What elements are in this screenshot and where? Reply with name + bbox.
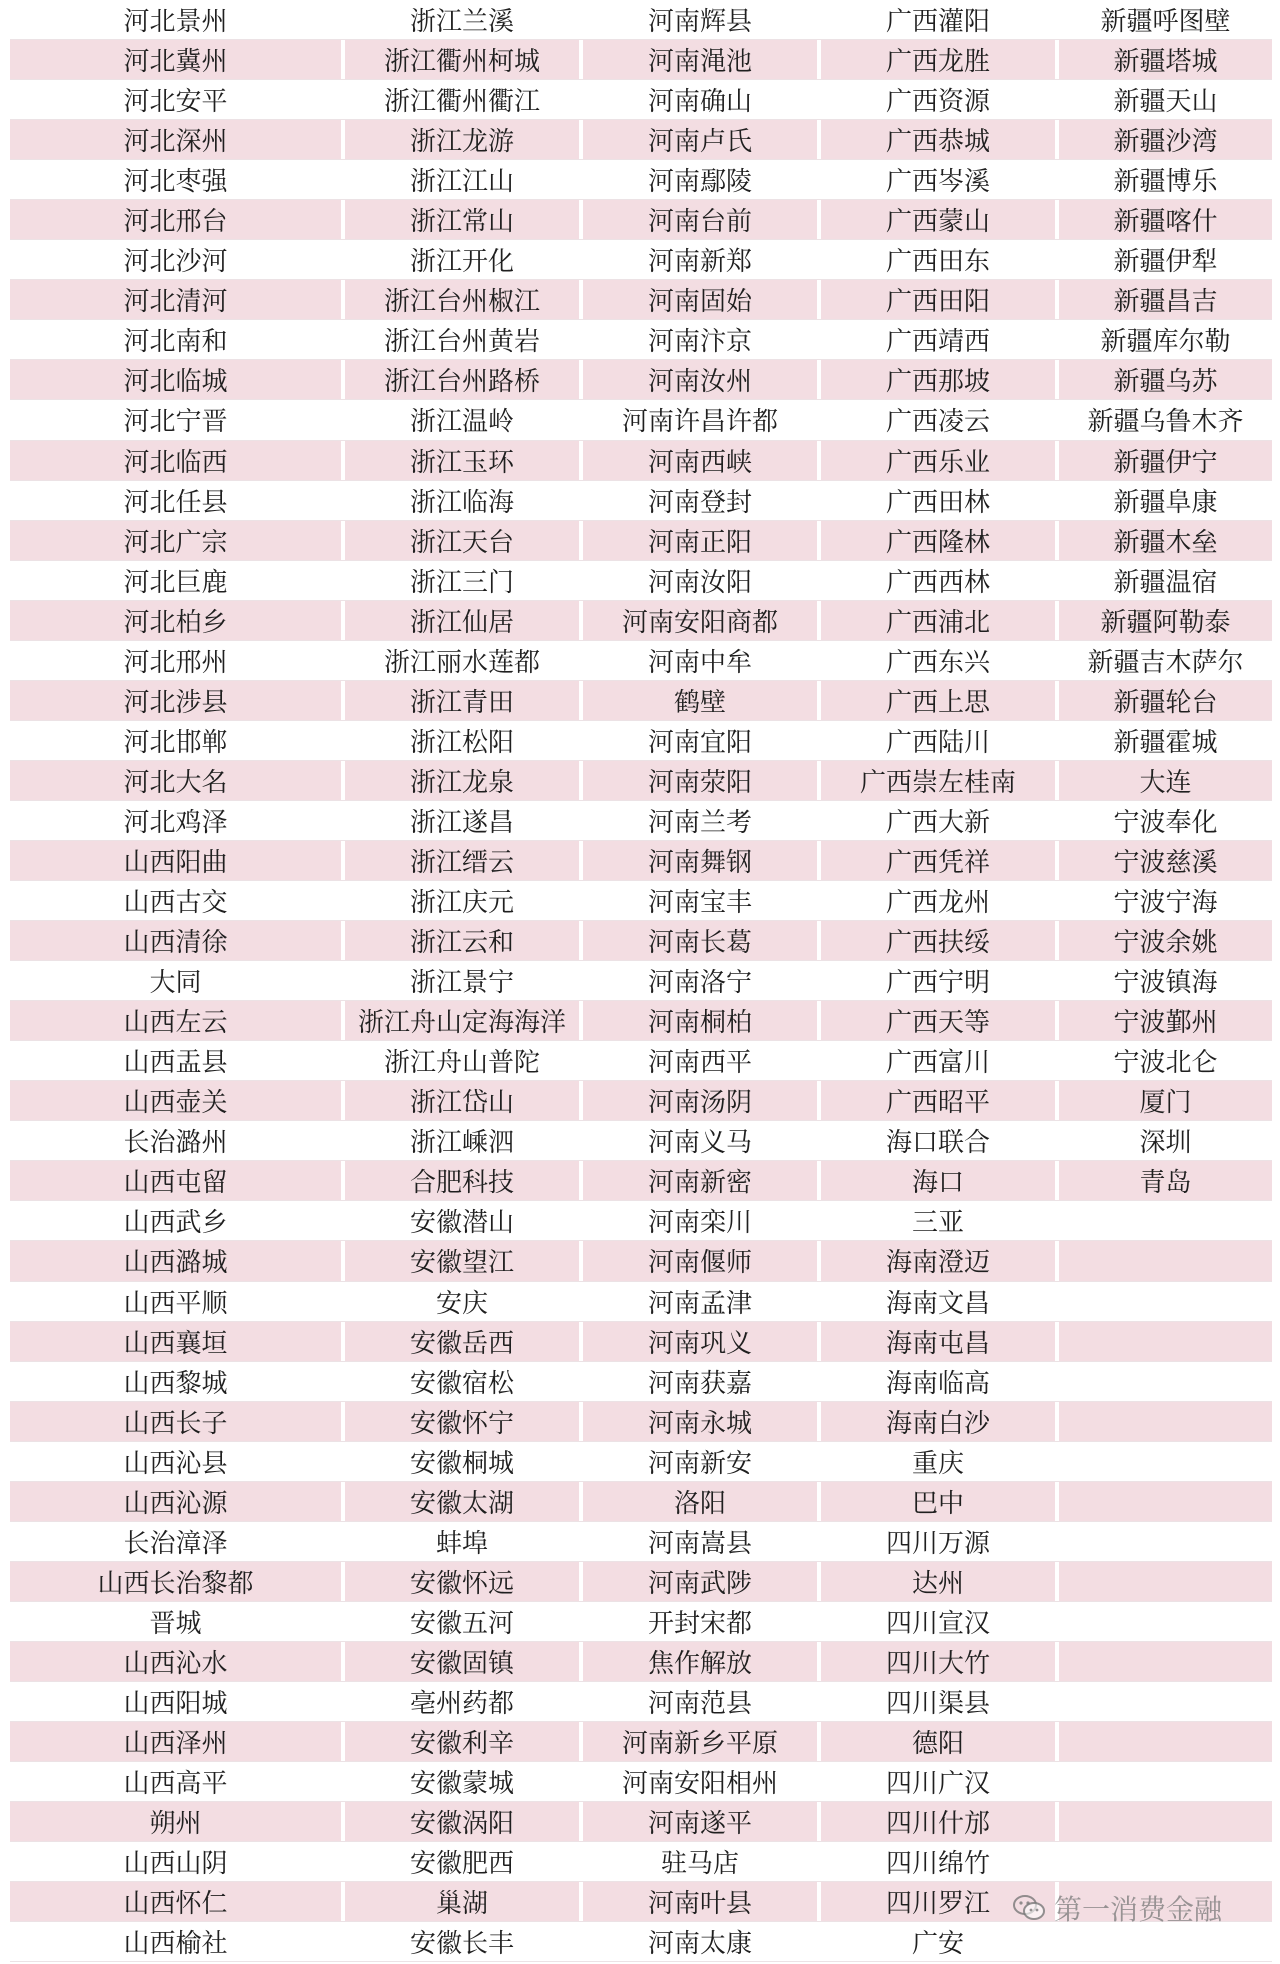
table-cell: 河北临西 (10, 441, 345, 480)
table-cell: 浙江遂昌 (345, 801, 583, 840)
table-cell: 四川绵竹 (821, 1842, 1059, 1881)
table-cell (1059, 1201, 1272, 1240)
table-cell: 浙江江山 (345, 160, 583, 199)
table-cell (1059, 1922, 1272, 1961)
table-cell: 浙江嵊泗 (345, 1121, 583, 1160)
table-cell: 河北安平 (10, 80, 345, 119)
table-cell: 安徽涡阳 (345, 1802, 583, 1841)
table-cell: 山西潞城 (10, 1241, 345, 1280)
table-cell: 四川什邡 (821, 1802, 1059, 1841)
table-cell: 山西盂县 (10, 1041, 345, 1080)
table-row (10, 1282, 1272, 1322)
table-cell: 浙江天台 (345, 521, 583, 560)
table-cell: 四川罗江 (821, 1882, 1059, 1921)
table-cell: 安徽利辛 (345, 1722, 583, 1761)
table-cell: 山西阳曲 (10, 841, 345, 880)
table-cell: 山西泽州 (10, 1722, 345, 1761)
table-cell: 河北邢州 (10, 641, 345, 680)
table-cell: 广西富川 (821, 1041, 1059, 1080)
table-cell: 安徽肥西 (345, 1842, 583, 1881)
table-row (10, 1802, 1272, 1842)
table-cell (1059, 1642, 1272, 1681)
table-cell: 河南洛宁 (583, 961, 821, 1000)
table-row (10, 1121, 1272, 1161)
table-cell: 新疆霍城 (1113, 727, 1218, 758)
table-row (10, 1001, 1272, 1041)
table-cell: 浙江常山 (345, 200, 583, 239)
table-cell: 安徽潜山 (345, 1201, 583, 1240)
table-cell: 新疆轮台 (1113, 687, 1218, 718)
table-cell: 河南卢氏 (583, 120, 821, 159)
table-row (10, 400, 1272, 440)
table-cell: 宁波宁海 (1113, 888, 1218, 919)
table-cell: 广西昭平 (821, 1081, 1059, 1120)
table-cell: 合肥科技 (345, 1161, 583, 1200)
table-row (10, 1362, 1272, 1402)
table-cell (1059, 1722, 1272, 1761)
table-cell: 四川广汉 (821, 1762, 1059, 1801)
table-cell: 亳州药都 (345, 1682, 583, 1721)
table-cell: 广西天等 (821, 1001, 1059, 1040)
table-cell: 新疆博乐 (1113, 167, 1218, 198)
table-row (10, 521, 1272, 561)
table-row (10, 841, 1272, 881)
table-cell: 河南汝阳 (583, 561, 821, 600)
table-cell: 广西龙胜 (821, 40, 1059, 79)
table-cell: 山西沁源 (10, 1482, 345, 1521)
table-cell: 达州 (821, 1562, 1059, 1601)
table-cell: 四川大竹 (821, 1642, 1059, 1681)
table-cell: 山西沁县 (10, 1442, 345, 1481)
table-cell: 河北冀州 (10, 40, 345, 79)
table-cell: 广西大新 (821, 801, 1059, 840)
table-cell: 河南正阳 (583, 521, 821, 560)
table-cell: 洛阳 (583, 1482, 821, 1521)
table-cell: 浙江温岭 (345, 400, 583, 439)
table-cell: 开封宋都 (583, 1602, 821, 1641)
table-cell: 山西榆社 (10, 1922, 345, 1961)
table-cell: 河北清河 (10, 280, 345, 319)
table-cell: 河北广宗 (10, 521, 345, 560)
table-cell: 山西长子 (10, 1402, 345, 1441)
table-cell: 山西襄垣 (10, 1322, 345, 1361)
table-row (10, 280, 1272, 320)
table-row (10, 1402, 1272, 1442)
table-cell: 河南安阳相州 (583, 1762, 821, 1801)
table-row (10, 881, 1272, 921)
table-cell: 河北临城 (10, 360, 345, 399)
table-cell: 河南永城 (583, 1402, 821, 1441)
table-cell: 山西高平 (10, 1762, 345, 1801)
table-cell: 河南桐柏 (583, 1001, 821, 1040)
table-row (10, 681, 1272, 721)
table-row (10, 761, 1272, 801)
table-cell: 广西隆林 (821, 521, 1059, 560)
table-cell: 山西武乡 (10, 1201, 345, 1240)
table-cell: 蚌埠 (345, 1522, 583, 1561)
table-cell: 广西恭城 (821, 120, 1059, 159)
table-row (10, 1161, 1272, 1201)
table-row (10, 1642, 1272, 1682)
table-cell: 新疆乌鲁木齐 (1087, 407, 1244, 438)
table-cell: 焦作解放 (583, 1642, 821, 1681)
table-cell: 巴中 (821, 1482, 1059, 1521)
table-row (10, 160, 1272, 200)
table-row (10, 1682, 1272, 1722)
table-cell: 广西田阳 (821, 280, 1059, 319)
table-cell: 河南新郑 (583, 240, 821, 279)
table-cell (1059, 1562, 1272, 1601)
table-row (10, 641, 1272, 681)
table-cell: 浙江松阳 (345, 721, 583, 760)
table-cell: 河南西平 (583, 1041, 821, 1080)
table-cell: 浙江衢州柯城 (345, 40, 583, 79)
table-cell: 新疆阿勒泰 (1100, 607, 1231, 638)
table-cell: 山西古交 (10, 881, 345, 920)
table-row (10, 961, 1272, 1001)
table-cell: 河南获嘉 (583, 1362, 821, 1401)
table-cell: 广西靖西 (821, 320, 1059, 359)
table-cell: 河北涉县 (10, 681, 345, 720)
table-cell: 驻马店 (583, 1842, 821, 1881)
table-cell: 河南鄢陵 (583, 160, 821, 199)
table-cell: 河南新密 (583, 1161, 821, 1200)
table-cell (1059, 1282, 1272, 1321)
table-row (10, 1081, 1272, 1121)
table-cell: 广安 (821, 1922, 1059, 1961)
table-cell: 河南汤阴 (583, 1081, 821, 1120)
table-cell: 安徽望江 (345, 1241, 583, 1280)
table-cell: 河南武陟 (583, 1562, 821, 1601)
table-cell: 广西乐业 (821, 441, 1059, 480)
table-cell: 安徽宿松 (345, 1362, 583, 1401)
table-cell: 山西山阴 (10, 1842, 345, 1881)
table-cell: 广西上思 (821, 681, 1059, 720)
table-cell: 安徽怀远 (345, 1562, 583, 1601)
table-cell: 河南嵩县 (583, 1522, 821, 1561)
table-cell: 新疆库尔勒 (1100, 327, 1231, 358)
table-row (10, 1041, 1272, 1081)
table-cell: 河南兰考 (583, 801, 821, 840)
table-cell: 浙江舟山定海海洋 (345, 1001, 583, 1040)
table-cell: 山西阳城 (10, 1682, 345, 1721)
table-cell: 河南长葛 (583, 921, 821, 960)
table-cell: 重庆 (821, 1442, 1059, 1481)
table-cell: 山西壶关 (10, 1081, 345, 1120)
table-cell: 大连 (1139, 767, 1192, 798)
table-cell: 新疆伊犁 (1113, 247, 1218, 278)
table-cell: 广西龙州 (821, 881, 1059, 920)
table-cell: 德阳 (821, 1722, 1059, 1761)
table-cell: 广西田东 (821, 240, 1059, 279)
table-cell: 海南白沙 (821, 1402, 1059, 1441)
table-cell: 新疆木垒 (1113, 527, 1218, 558)
table-row (10, 481, 1272, 521)
table-cell: 河南荥阳 (583, 761, 821, 800)
table-cell: 河南辉县 (583, 0, 821, 39)
table-cell: 广西灌阳 (821, 0, 1059, 39)
table-cell: 河南偃师 (583, 1241, 821, 1280)
table-row (10, 1922, 1272, 1962)
table-cell: 深圳 (1139, 1128, 1192, 1159)
table-cell: 晋城 (10, 1602, 345, 1641)
table-cell: 安徽蒙城 (345, 1762, 583, 1801)
table-cell: 宁波镇海 (1113, 968, 1218, 999)
table-cell: 海南澄迈 (821, 1241, 1059, 1280)
table-row (10, 1602, 1272, 1642)
table-cell: 山西黎城 (10, 1362, 345, 1401)
table-cell: 河南中牟 (583, 641, 821, 680)
table-cell: 河南太康 (583, 1922, 821, 1961)
table-cell: 河北柏乡 (10, 601, 345, 640)
table-cell (1059, 1442, 1272, 1481)
table-cell: 河南叶县 (583, 1882, 821, 1921)
table-row (10, 40, 1272, 80)
table-row (10, 80, 1272, 120)
table-cell: 河南栾川 (583, 1201, 821, 1240)
table-cell: 大同 (10, 961, 345, 1000)
table-cell: 浙江庆元 (345, 881, 583, 920)
table-cell: 河南台前 (583, 200, 821, 239)
table-cell: 新疆吉木萨尔 (1087, 647, 1244, 678)
table-cell: 河北深州 (10, 120, 345, 159)
table-cell: 长治潞州 (10, 1121, 345, 1160)
table-cell: 河北任县 (10, 481, 345, 520)
table-cell: 浙江青田 (345, 681, 583, 720)
table-cell: 新疆昌吉 (1113, 287, 1218, 318)
table-cell: 浙江台州椒江 (345, 280, 583, 319)
table-cell: 广西资源 (821, 80, 1059, 119)
table-cell: 浙江衢州衢江 (345, 80, 583, 119)
table-cell: 厦门 (1139, 1088, 1192, 1119)
table-row (10, 320, 1272, 360)
table-cell: 广西东兴 (821, 641, 1059, 680)
table-cell: 海口 (821, 1161, 1059, 1200)
table-cell: 浙江缙云 (345, 841, 583, 880)
table-cell: 浙江兰溪 (345, 0, 583, 39)
table-cell: 安徽怀宁 (345, 1402, 583, 1441)
table-cell (1059, 1762, 1272, 1801)
table-cell: 宁波余姚 (1113, 928, 1218, 959)
table-cell: 安徽固镇 (345, 1642, 583, 1681)
table-cell: 浙江三门 (345, 561, 583, 600)
table-cell: 浙江开化 (345, 240, 583, 279)
table-cell: 浙江台州黄岩 (345, 320, 583, 359)
table-cell: 河南确山 (583, 80, 821, 119)
table-row (10, 1442, 1272, 1482)
table-cell: 新疆喀什 (1113, 207, 1218, 238)
table-cell: 海南文昌 (821, 1282, 1059, 1321)
table-cell: 宁波北仑 (1113, 1048, 1218, 1079)
table-cell (1059, 1362, 1272, 1401)
table-row (10, 1322, 1272, 1362)
table-cell: 朔州 (10, 1802, 345, 1841)
table-cell: 广西西林 (821, 561, 1059, 600)
table-cell: 安徽五河 (345, 1602, 583, 1641)
table-row (10, 1522, 1272, 1562)
table-cell (1059, 1241, 1272, 1280)
table-cell: 广西那坡 (821, 360, 1059, 399)
table-cell: 山西怀仁 (10, 1882, 345, 1921)
table-cell: 山西屯留 (10, 1161, 345, 1200)
table-cell: 河北巨鹿 (10, 561, 345, 600)
table-cell: 新疆伊宁 (1113, 447, 1218, 478)
table-row (10, 801, 1272, 841)
table-row (10, 1562, 1272, 1602)
table-cell: 浙江景宁 (345, 961, 583, 1000)
table-cell: 河南新安 (583, 1442, 821, 1481)
table-cell: 山西平顺 (10, 1282, 345, 1321)
table-cell: 新疆温宿 (1113, 567, 1218, 598)
table-cell: 河南孟津 (583, 1282, 821, 1321)
table-row (10, 441, 1272, 481)
table-cell: 河南安阳商都 (583, 601, 821, 640)
table-cell: 河南新乡平原 (583, 1722, 821, 1761)
table-cell (1059, 1522, 1272, 1561)
table-cell: 广西浦北 (821, 601, 1059, 640)
table-row (10, 1241, 1272, 1281)
table-cell: 河南宜阳 (583, 721, 821, 760)
table-cell: 河南固始 (583, 280, 821, 319)
table-cell: 浙江舟山普陀 (345, 1041, 583, 1080)
table-row (10, 1842, 1272, 1882)
table-cell (1059, 1402, 1272, 1441)
table-cell: 河南登封 (583, 481, 821, 520)
table-row (10, 1882, 1272, 1922)
table-cell: 广西田林 (821, 481, 1059, 520)
table-cell (1059, 1602, 1272, 1641)
table-cell: 安庆 (345, 1282, 583, 1321)
table-cell: 长治漳泽 (10, 1522, 345, 1561)
table-cell: 河北邢台 (10, 200, 345, 239)
table-cell: 河北南和 (10, 320, 345, 359)
table-row (10, 1762, 1272, 1802)
table-cell (1059, 1682, 1272, 1721)
table-cell: 广西宁明 (821, 961, 1059, 1000)
table-cell (1059, 1802, 1272, 1841)
table-cell (1059, 1882, 1272, 1921)
table-cell: 安徽太湖 (345, 1482, 583, 1521)
table-cell: 浙江龙泉 (345, 761, 583, 800)
table-cell: 浙江龙游 (345, 120, 583, 159)
table-cell: 四川万源 (821, 1522, 1059, 1561)
table-cell: 宁波鄞州 (1113, 1008, 1218, 1039)
table-cell: 河南西峡 (583, 441, 821, 480)
table-row (10, 1482, 1272, 1522)
table-cell: 河北邯郸 (10, 721, 345, 760)
table-cell (1059, 1842, 1272, 1881)
table-cell: 广西岑溪 (821, 160, 1059, 199)
table-cell: 新疆乌苏 (1113, 367, 1218, 398)
table-cell: 河南义马 (583, 1121, 821, 1160)
table-cell: 山西沁水 (10, 1642, 345, 1681)
table-cell: 新疆沙湾 (1113, 127, 1218, 158)
table-row (10, 240, 1272, 280)
table-row (10, 200, 1272, 240)
table-cell: 河北鸡泽 (10, 801, 345, 840)
table-cell: 广西崇左桂南 (821, 761, 1059, 800)
table-cell: 河南许昌许都 (583, 400, 821, 439)
table-cell: 河南汴京 (583, 320, 821, 359)
table-cell: 河北枣强 (10, 160, 345, 199)
table-cell: 海南临高 (821, 1362, 1059, 1401)
table-cell: 河北沙河 (10, 240, 345, 279)
table-cell: 海口联合 (821, 1121, 1059, 1160)
table-cell: 河南范县 (583, 1682, 821, 1721)
table-cell: 山西左云 (10, 1001, 345, 1040)
table-row (10, 721, 1272, 761)
table-cell: 宁波慈溪 (1113, 848, 1218, 878)
table-cell: 海南屯昌 (821, 1322, 1059, 1361)
table-cell: 广西蒙山 (821, 200, 1059, 239)
table-cell (1059, 1482, 1272, 1521)
table-cell: 青岛 (1139, 1168, 1192, 1199)
table-cell (1059, 1322, 1272, 1361)
table-row (10, 601, 1272, 641)
table-cell: 四川宣汉 (821, 1602, 1059, 1641)
table-cell: 河北宁晋 (10, 400, 345, 439)
table-cell: 河南汝州 (583, 360, 821, 399)
table-cell: 河南宝丰 (583, 881, 821, 920)
table-cell: 新疆天山 (1113, 87, 1218, 118)
table-cell: 广西陆川 (821, 721, 1059, 760)
table-row (10, 1201, 1272, 1241)
table-cell: 河南遂平 (583, 1802, 821, 1841)
table-cell: 广西凭祥 (821, 841, 1059, 880)
table-row (10, 360, 1272, 400)
table-cell: 巢湖 (345, 1882, 583, 1921)
table-cell: 浙江仙居 (345, 601, 583, 640)
table-cell: 广西凌云 (821, 400, 1059, 439)
table-cell: 山西清徐 (10, 921, 345, 960)
table-cell: 安徽岳西 (345, 1322, 583, 1361)
table-cell: 广西扶绥 (821, 921, 1059, 960)
table-row (10, 921, 1272, 961)
table-cell: 浙江台州路桥 (345, 360, 583, 399)
table-cell: 三亚 (821, 1201, 1059, 1240)
table-cell: 新疆呼图壁 (1100, 7, 1231, 38)
bank-list-table (10, 0, 1272, 1962)
table-cell: 宁波奉化 (1113, 807, 1218, 838)
table-cell: 浙江临海 (345, 481, 583, 520)
table-cell: 新疆阜康 (1113, 487, 1218, 518)
table-cell: 河南渑池 (583, 40, 821, 79)
table-cell: 安徽长丰 (345, 1922, 583, 1961)
table-row (10, 1722, 1272, 1762)
table-cell: 浙江丽水莲都 (345, 641, 583, 680)
table-cell: 河北大名 (10, 761, 345, 800)
watermark-text: 第一消费金融 (1054, 1893, 1223, 1926)
table-cell: 山西长治黎都 (10, 1562, 345, 1601)
table-cell: 浙江云和 (345, 921, 583, 960)
table-cell: 河南舞钢 (583, 841, 821, 880)
table-row (10, 561, 1272, 601)
table-cell: 浙江玉环 (345, 441, 583, 480)
table-cell: 浙江岱山 (345, 1081, 583, 1120)
table-cell: 鹤壁 (583, 681, 821, 720)
table-cell: 安徽桐城 (345, 1442, 583, 1481)
table-cell: 河北景州 (10, 0, 345, 39)
table-cell: 新疆塔城 (1113, 47, 1218, 78)
table-row (10, 120, 1272, 160)
table-cell: 河南巩义 (583, 1322, 821, 1361)
table-row (10, 0, 1272, 40)
table-cell: 四川渠县 (821, 1682, 1059, 1721)
